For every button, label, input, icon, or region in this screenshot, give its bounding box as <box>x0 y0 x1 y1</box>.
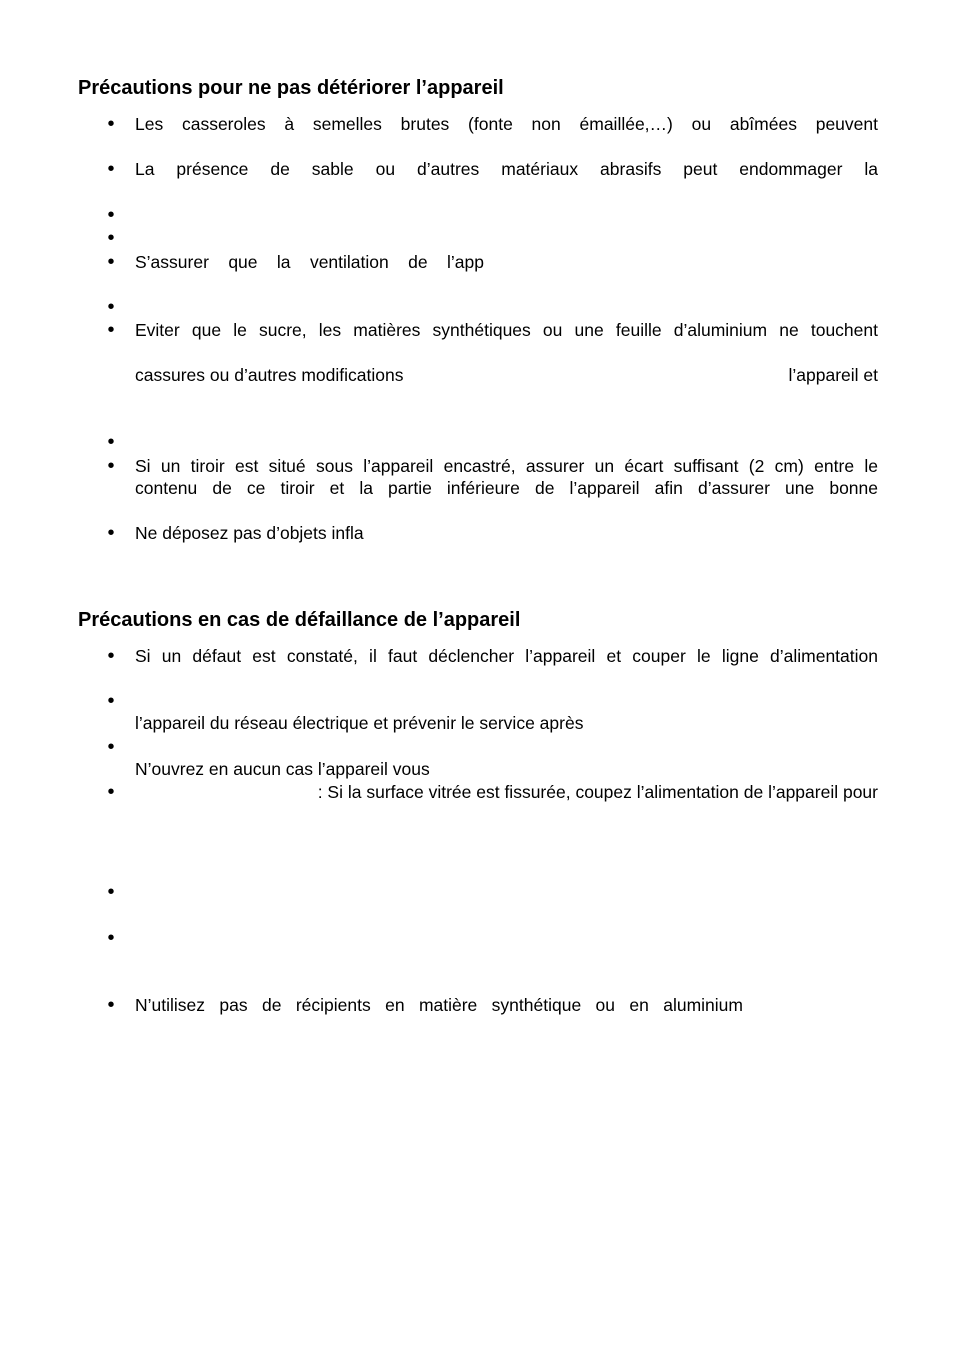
list-item-text: S’assurer que la ventilation de l’app <box>135 252 484 272</box>
list-item-text: Si un tiroir est situé sous l’appareil encastré, assurer un écart suffisant (2 cm) entre le <box>135 456 878 476</box>
list-bullet: • <box>107 204 115 226</box>
list-bullet: • <box>107 645 115 667</box>
list-bullet: • <box>107 319 115 341</box>
list-bullet: • <box>107 296 115 318</box>
list-bullet: • <box>107 158 115 180</box>
list-item-text: Eviter que le sucre, les matières synthétiques ou une feuille d’aluminium ne touchent <box>135 320 878 340</box>
list-bullet: • <box>107 736 115 758</box>
list-bullet: • <box>107 455 115 477</box>
section-heading: Précautions pour ne pas détériorer l’appareil <box>78 77 504 99</box>
list-item-text: N’utilisez pas de récipients en matière synthétique ou en aluminium <box>135 995 743 1015</box>
list-bullet: • <box>107 994 115 1016</box>
list-item-text: Les casseroles à semelles brutes (fonte non émaillée,…) ou abîmées peuvent <box>135 114 878 134</box>
list-item-text: : Si la surface vitrée est fissurée, coupez l’alimentation de l’appareil pour <box>317 782 878 802</box>
list-item-text: N’ouvrez en aucun cas l’appareil vous <box>135 759 430 779</box>
list-bullet: • <box>107 927 115 949</box>
list-item-text: Si un défaut est constaté, il faut déclencher l’appareil et couper le ligne d’alimentation <box>135 646 878 666</box>
list-item-text: l’appareil du réseau électrique et prévenir le service après <box>135 713 584 733</box>
list-bullet: • <box>107 881 115 903</box>
section-heading: Précautions en cas de défaillance de l’appareil <box>78 609 521 631</box>
list-bullet: • <box>107 113 115 135</box>
list-bullet: • <box>107 251 115 273</box>
list-item-text: La présence de sable ou d’autres matériaux abrasifs peut endommager la <box>135 159 878 179</box>
list-bullet: • <box>107 431 115 453</box>
list-bullet: • <box>107 227 115 249</box>
list-bullet: • <box>107 690 115 712</box>
list-bullet: • <box>107 781 115 803</box>
list-item-text: contenu de ce tiroir et la partie inférieure de l’appareil afin d’assurer une bonne <box>135 478 878 498</box>
list-bullet: • <box>107 522 115 544</box>
list-item-text: Ne déposez pas d’objets infla <box>135 523 364 543</box>
list-item-text: l’appareil et <box>788 365 878 385</box>
list-item-text: cassures ou d’autres modifications <box>135 365 404 385</box>
